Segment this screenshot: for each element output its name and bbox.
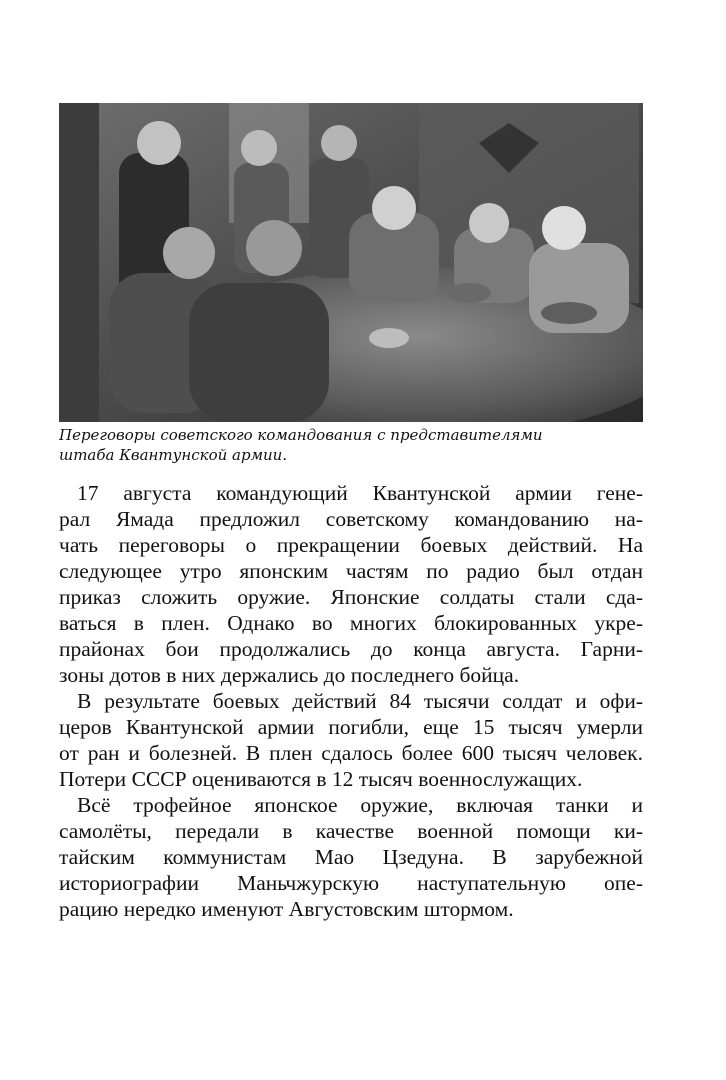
text-line: тайским коммунистам Мао Цзедуна. В зарубежной	[59, 845, 643, 869]
historical-photo	[59, 103, 643, 422]
text-line: историографии Маньчжурскую наступательную опе-	[59, 871, 643, 895]
photo-caption	[59, 425, 649, 465]
text-line: следующее утро японским частям по радио был отдан	[59, 559, 643, 583]
body-text	[59, 480, 643, 922]
text-line: Потери СССР оцениваются в 12 тысяч военнослужащих.	[59, 767, 583, 791]
text-line: В результате боевых действий 84 тысячи солдат и офи-	[77, 689, 643, 713]
text-line: чать переговоры о прекращении боевых действий. На	[59, 533, 643, 557]
text-line: зоны дотов в них держались до последнего бойца.	[59, 663, 520, 687]
text-line: ваться в плен. Однако во многих блокированных укре-	[59, 611, 643, 635]
text-line: церов Квантунской армии погибли, еще 15 тысяч умерли	[59, 715, 643, 739]
text-line: 17 августа командующий Квантунской армии гене-	[77, 481, 643, 505]
text-line: Всё трофейное японское оружие, включая танки и	[77, 793, 643, 817]
caption-line: Переговоры советского командования с представителями	[59, 426, 543, 444]
text-line: приказ сложить оружие. Японские солдаты стали сда-	[59, 585, 643, 609]
text-line: рал Ямада предложил советскому командованию на-	[59, 507, 643, 531]
text-line: от ран и болезней. В плен сдалось более 600 тысяч человек.	[59, 741, 643, 765]
text-line: самолёты, передали в качестве военной помощи ки-	[59, 819, 643, 843]
text-line: рацию нередко именуют Августовским штормом.	[59, 897, 514, 921]
text-line: прайонах бои продолжались до конца августа. Гарни-	[59, 637, 643, 661]
caption-line: штаба Квантунской армии.	[59, 446, 288, 464]
